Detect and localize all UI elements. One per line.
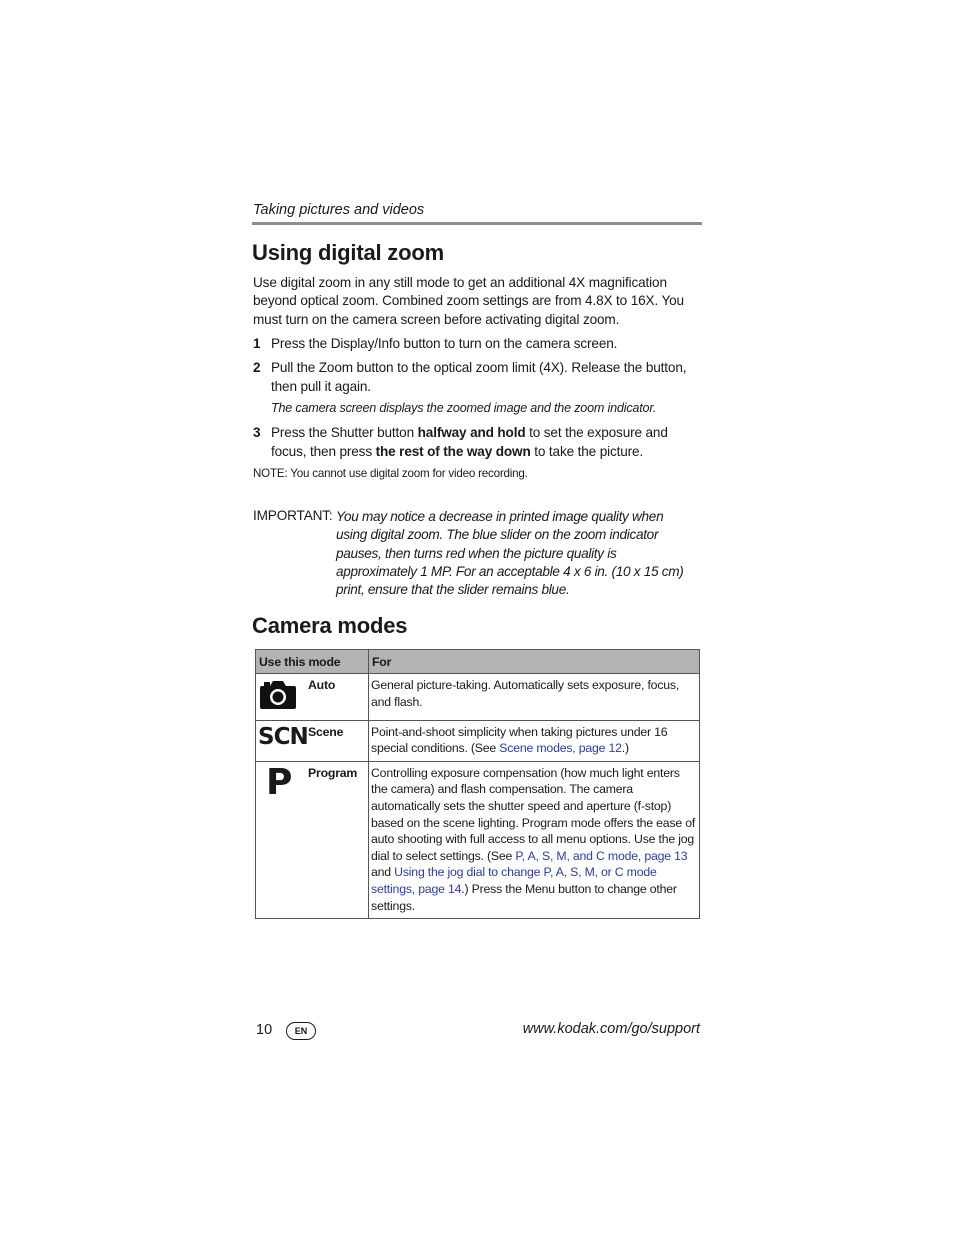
pasmc-mode-link[interactable]: P, A, S, M, and C mode, page 13 <box>515 848 688 863</box>
jog-dial-link[interactable]: Using the jog dial to change P, A, S, M, or C mode settings, page 14 <box>371 865 657 896</box>
mode-description <box>369 761 700 918</box>
table-row-scene <box>256 720 700 761</box>
language-badge: EN <box>286 1022 316 1040</box>
mode-cell <box>256 674 369 721</box>
step-2 <box>253 359 693 396</box>
table-row-auto <box>256 674 700 721</box>
important-label: IMPORTANT: <box>253 508 333 523</box>
support-url[interactable]: www.kodak.com/go/support <box>522 1021 700 1037</box>
step-1 <box>253 335 693 354</box>
step-emphasis: halfway and hold <box>417 425 526 440</box>
step-2-result: The camera screen displays the zoomed image and the zoom indicator. <box>271 401 657 415</box>
step-number: 2 <box>253 360 261 375</box>
note: NOTE: You cannot use digital zoom for video recording. <box>253 467 528 480</box>
step-number: 3 <box>253 425 261 440</box>
section-title-camera-modes: Camera modes <box>252 613 408 638</box>
mode-name: Auto <box>308 678 336 692</box>
table-header-row <box>256 650 700 674</box>
program-p-icon: P <box>266 761 293 803</box>
intro-paragraph: Use digital zoom in any still mode to get an additional 4X magnification beyond optical zoom. Combined zoom settings are from 4.8X to 16X. You must turn on the camera screen before activating digital zoom. <box>253 275 684 327</box>
scn-icon: SCN <box>258 723 308 750</box>
mode-cell <box>256 761 369 918</box>
page-number: 10 <box>256 1022 273 1038</box>
step-3 <box>253 424 693 461</box>
desc-text: Controlling exposure compensation (how much light enters the camera) and flash compensation. The camera automatically sets the shutter speed and aperture (f-stop) based on the scene lighting. Program mode offers the ease of auto shooting with full access to all menu options. Use the jog dial to select settings. (See <box>371 765 696 863</box>
step-text-part: to take the picture. <box>530 443 644 459</box>
step-text: Pull the Zoom button to the optical zoom limit (4X). Release the button, then pull it again. <box>271 360 687 394</box>
mode-description <box>369 720 700 761</box>
desc-text: .) <box>621 741 629 756</box>
desc-text: and <box>371 865 395 880</box>
table-row-program <box>256 761 700 918</box>
mode-cell <box>256 720 369 761</box>
mode-name: Program <box>308 765 358 780</box>
header-rule <box>252 222 702 225</box>
scene-modes-link[interactable]: Scene modes, page 12 <box>499 741 622 756</box>
step-text: Press the Display/Info button to turn on the camera screen. <box>271 336 618 351</box>
step-text-part: to set the exposure and focus, then press <box>271 425 668 459</box>
section-title-digital-zoom: Using digital zoom <box>252 240 444 265</box>
running-head: Taking pictures and videos <box>253 202 425 218</box>
step-emphasis: the rest of the way down <box>375 443 531 459</box>
camera-modes-table <box>255 649 700 919</box>
camera-icon <box>258 677 304 716</box>
column-header-for: For <box>369 650 700 674</box>
desc-text: .) Press the Menu button to change other settings. <box>371 881 677 913</box>
step-text <box>271 424 693 461</box>
desc-text: Point-and-shoot simplicity when taking pictures under 16 special conditions. (See <box>371 724 668 756</box>
step-number: 1 <box>253 336 261 351</box>
step-text-part: Press the Shutter button <box>271 425 418 440</box>
mode-name: Scene <box>308 724 344 739</box>
mode-description: General picture-taking. Automatically sets exposure, focus, and flash. <box>369 674 700 721</box>
column-header-mode: Use this mode <box>256 650 369 674</box>
important-text: You may notice a decrease in printed image quality when using digital zoom. The blue slider on the zoom indicator pauses, then turns red when the picture quality is approximately 1 MP. For an acceptable 4 x 6 in. (10 x 15 cm) print, ensure that the slider remains blue. <box>336 509 684 598</box>
